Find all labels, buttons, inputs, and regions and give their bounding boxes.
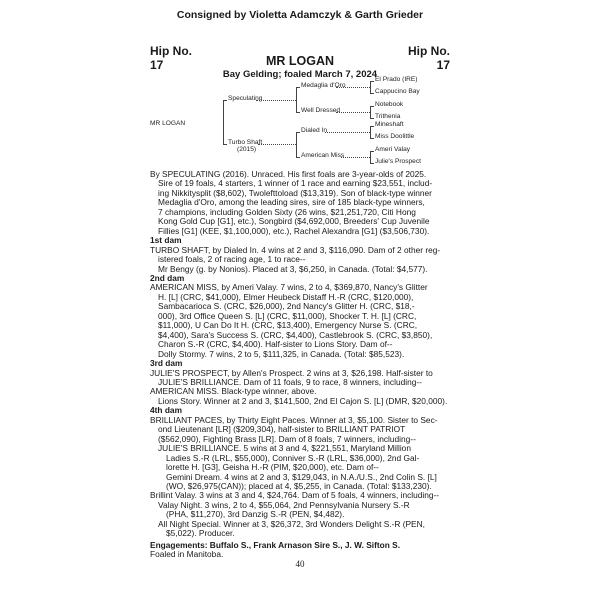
pedigree-bracket <box>370 126 371 138</box>
pedigree-g3-2: Cappucino Bay <box>375 88 420 95</box>
hip-label: Hip No. <box>150 44 192 58</box>
section-heading-2nd-dam: 2nd dam <box>150 272 185 283</box>
hip-number: 17 <box>436 58 450 72</box>
text-line: Sire of 19 foals, 4 starters, 1 winner of 1 race and earning $23,551, includ- <box>158 178 433 189</box>
pedigree-line <box>296 132 300 133</box>
pedigree-line <box>370 126 374 127</box>
pedigree-line <box>256 100 296 101</box>
text-line: Gemini Dream. 4 wins at 2 and 3, $129,043, in N.A./U.S., 2nd Colin S. [L] <box>166 471 437 482</box>
pedigree-g3-3: Notebook <box>375 101 404 108</box>
horse-name: MR LOGAN <box>265 54 335 68</box>
pedigree-line <box>336 112 370 113</box>
text-line: 000), 3rd Office Queen S. [L] (CRC, $11,000), Shocker T. H. [L] (CRC, <box>158 310 417 321</box>
text-line: Ladies S.-R (LRL, $55,000), Conniver S.-R (LRL, $36,000), 2nd Gal- <box>166 452 420 463</box>
pedigree-bracket <box>370 151 371 163</box>
page-number: 40 <box>295 559 305 569</box>
text-line: $4,400), Sara's Success S. (CRC, $4,400), Castlebrook S. (CRC, $3,850), <box>158 329 433 340</box>
engagements: Engagements: Buffalo S., Frank Arnason Sire S., J. W. Sifton S. <box>150 539 401 550</box>
pedigree-line <box>370 151 374 152</box>
text-line: All Night Special. Winner at 3, $26,372, 3rd Wonders Delight S.-R (PEN, <box>158 518 425 529</box>
pedigree-sire-sire: Medaglia d'Oro <box>301 82 346 89</box>
pedigree-line <box>325 132 370 133</box>
pedigree-g3-1: El Prado (IRE) <box>375 76 418 83</box>
text-line: Valay Night. 3 wins, 2 to 4, $55,064, 2nd Pennsylvania Nursery S.-R <box>158 499 410 510</box>
text-line: Fillies [G1] (KEE, $1,100,000), etc.), Rachel Alexandra [G1] ($3,506,730). <box>158 225 430 236</box>
pedigree-line <box>296 87 300 88</box>
text-line: Medaglia d'Oro, among the leading sires, sire of 185 black-type winners, <box>158 197 425 208</box>
pedigree-line <box>370 138 374 139</box>
text-line: ing Nikkitysplit ($8,602), Twolefttoload ($13,319). Son of black-type winner <box>158 187 432 198</box>
pedigree-line <box>296 157 300 158</box>
pedigree-dam-dam: American Miss <box>301 152 345 159</box>
section-heading-1st-dam: 1st dam <box>150 235 182 246</box>
pedigree-g3-8: Julie's Prospect <box>375 158 421 165</box>
text-line: JULIE'S PROSPECT, by Allen's Prospect. 2 wins at 3, $26,198. Half-sister to <box>150 367 433 378</box>
text-line: $5,022). Producer. <box>166 528 235 539</box>
text-line: (PHA, $11,270), 3rd Danzig S.-R (PEN, $4,482). <box>166 509 345 520</box>
text-line: (WO, $26,975(CAN)); placed at 4, $5,255, in Canada. (Total: $133,230). <box>166 480 432 491</box>
text-line: lorette H. [G3], Geisha H.-R (PIM, $20,000), etc. Dam of-- <box>166 462 379 473</box>
text-line: $11,000), U Can Do It H. (CRC, $13,400), Emergency Nurse S. (CRC, <box>158 320 418 331</box>
pedigree-line <box>341 157 370 158</box>
pedigree-line <box>370 93 374 94</box>
pedigree-line <box>336 87 370 88</box>
pedigree-line <box>223 144 227 145</box>
pedigree-line <box>258 144 296 145</box>
pedigree-dam: Turbo Shaft <box>228 139 263 146</box>
pedigree-bracket <box>296 132 297 157</box>
text-line: ($562,090), Fighting Brass [LR]. Dam of 8 foals, 7 winners, including-- <box>158 433 416 444</box>
horse-description: Bay Gelding; foaled March 7, 2024 <box>222 69 378 80</box>
text-line: istered foals, 2 of racing age, 1 to race-- <box>158 254 306 265</box>
pedigree-g3-6: Miss Doolittle <box>375 133 415 140</box>
pedigree-dam-year: (2015) <box>237 146 257 153</box>
text-line: Brillint Valay. 3 wins at 3 and 4, $24,764. Dam of 5 foals, 4 winners, including-- <box>150 490 440 501</box>
pedigree-line <box>370 163 374 164</box>
text-line: BRILLIANT PACES, by Thirty Eight Paces. Winner at 3, $5,100. Sister to Sec- <box>150 414 438 425</box>
pedigree-g3-7: Ameri Valay <box>375 146 411 153</box>
text-line: AMERICAN MISS, by Ameri Valay. 7 wins, 2 to 4, $369,870, Nancy's Glitter <box>150 282 428 293</box>
pedigree-line <box>296 112 300 113</box>
catalogue-body <box>150 170 450 560</box>
pedigree-g3-5: Mineshaft <box>375 121 404 128</box>
text-line: Lions Story. Winner at 2 and 3, $141,500, 2nd El Cajon S. [L] (DMR, $20,000). <box>158 395 448 406</box>
hip-label: Hip No. <box>408 44 450 58</box>
text-line: H. [L] (CRC, $41,000), Elmer Heubeck Distaff H.-R (CRC, $120,000), <box>158 291 414 302</box>
text-line: By SPECULATING (2016). Unraced. His first foals are 3-year-olds of 2025. <box>150 169 427 179</box>
text-line: Mr Bengy (g. by Nonios). Placed at 3, $6,250, in Canada. (Total: $4,577). <box>158 263 428 274</box>
pedigree-line <box>370 106 374 107</box>
consignor-line: Consigned by Violetta Adamczyk & Garth Grieder <box>176 9 424 21</box>
text-line: Charon S.-R (CRC, $4,400). Half-sister to Lions Story. Dam of-- <box>158 339 393 350</box>
pedigree-subject: MR LOGAN <box>150 120 186 127</box>
text-line: JULIE'S BRILLIANCE. Dam of 11 foals, 9 to race, 8 winners, including-- <box>158 376 422 387</box>
text-line: ond Lieutenant [LR] ($209,304), half-sister to BRILLIANT PATRIOT <box>158 424 406 435</box>
text-line: Sambacarioca S. (CRC, $26,000), 2nd Nancy's Glitter H. (CRC, $18,- <box>158 301 415 312</box>
pedigree-bracket <box>296 87 297 112</box>
text-line: JULIE'S BRILLIANCE. 5 wins at 3 and 4, $221,551, Maryland Million <box>158 443 411 454</box>
text-line: 7 champions, including Golden Sixty (26 wins, $21,251,720, Citi Hong <box>158 206 416 217</box>
sire-paragraph <box>150 170 450 236</box>
pedigree-bracket <box>370 81 371 93</box>
hip-number: 17 <box>150 58 164 72</box>
text-line: TURBO SHAFT, by Dialed In. 4 wins at 2 and 3, $116,090. Dam of 2 other reg- <box>150 244 441 255</box>
pedigree-line <box>223 100 227 101</box>
pedigree-bracket <box>223 100 224 144</box>
pedigree-bracket <box>370 106 371 118</box>
section-heading-3rd-dam: 3rd dam <box>150 358 183 369</box>
pedigree-sire: Speculating <box>228 95 263 102</box>
pedigree-g3-4: Trithenia <box>375 113 401 120</box>
foaled-in: Foaled in Manitoba. <box>150 549 224 560</box>
pedigree-line <box>370 81 374 82</box>
text-line: Kong Gold Cup [G1], etc.), Songbird ($4,692,000, Breeders' Cup Juvenile <box>158 216 430 227</box>
pedigree-line <box>370 118 374 119</box>
pedigree-dam-sire: Dialed In <box>301 127 328 134</box>
text-line: AMERICAN MISS. Black-type winner, above. <box>150 386 317 397</box>
section-heading-4th-dam: 4th dam <box>150 405 182 416</box>
text-line: Dolly Stormy. 7 wins, 2 to 5, $111,325, in Canada. (Total: $85,523). <box>158 348 405 359</box>
pedigree-sire-dam: Well Dressed <box>301 107 341 114</box>
